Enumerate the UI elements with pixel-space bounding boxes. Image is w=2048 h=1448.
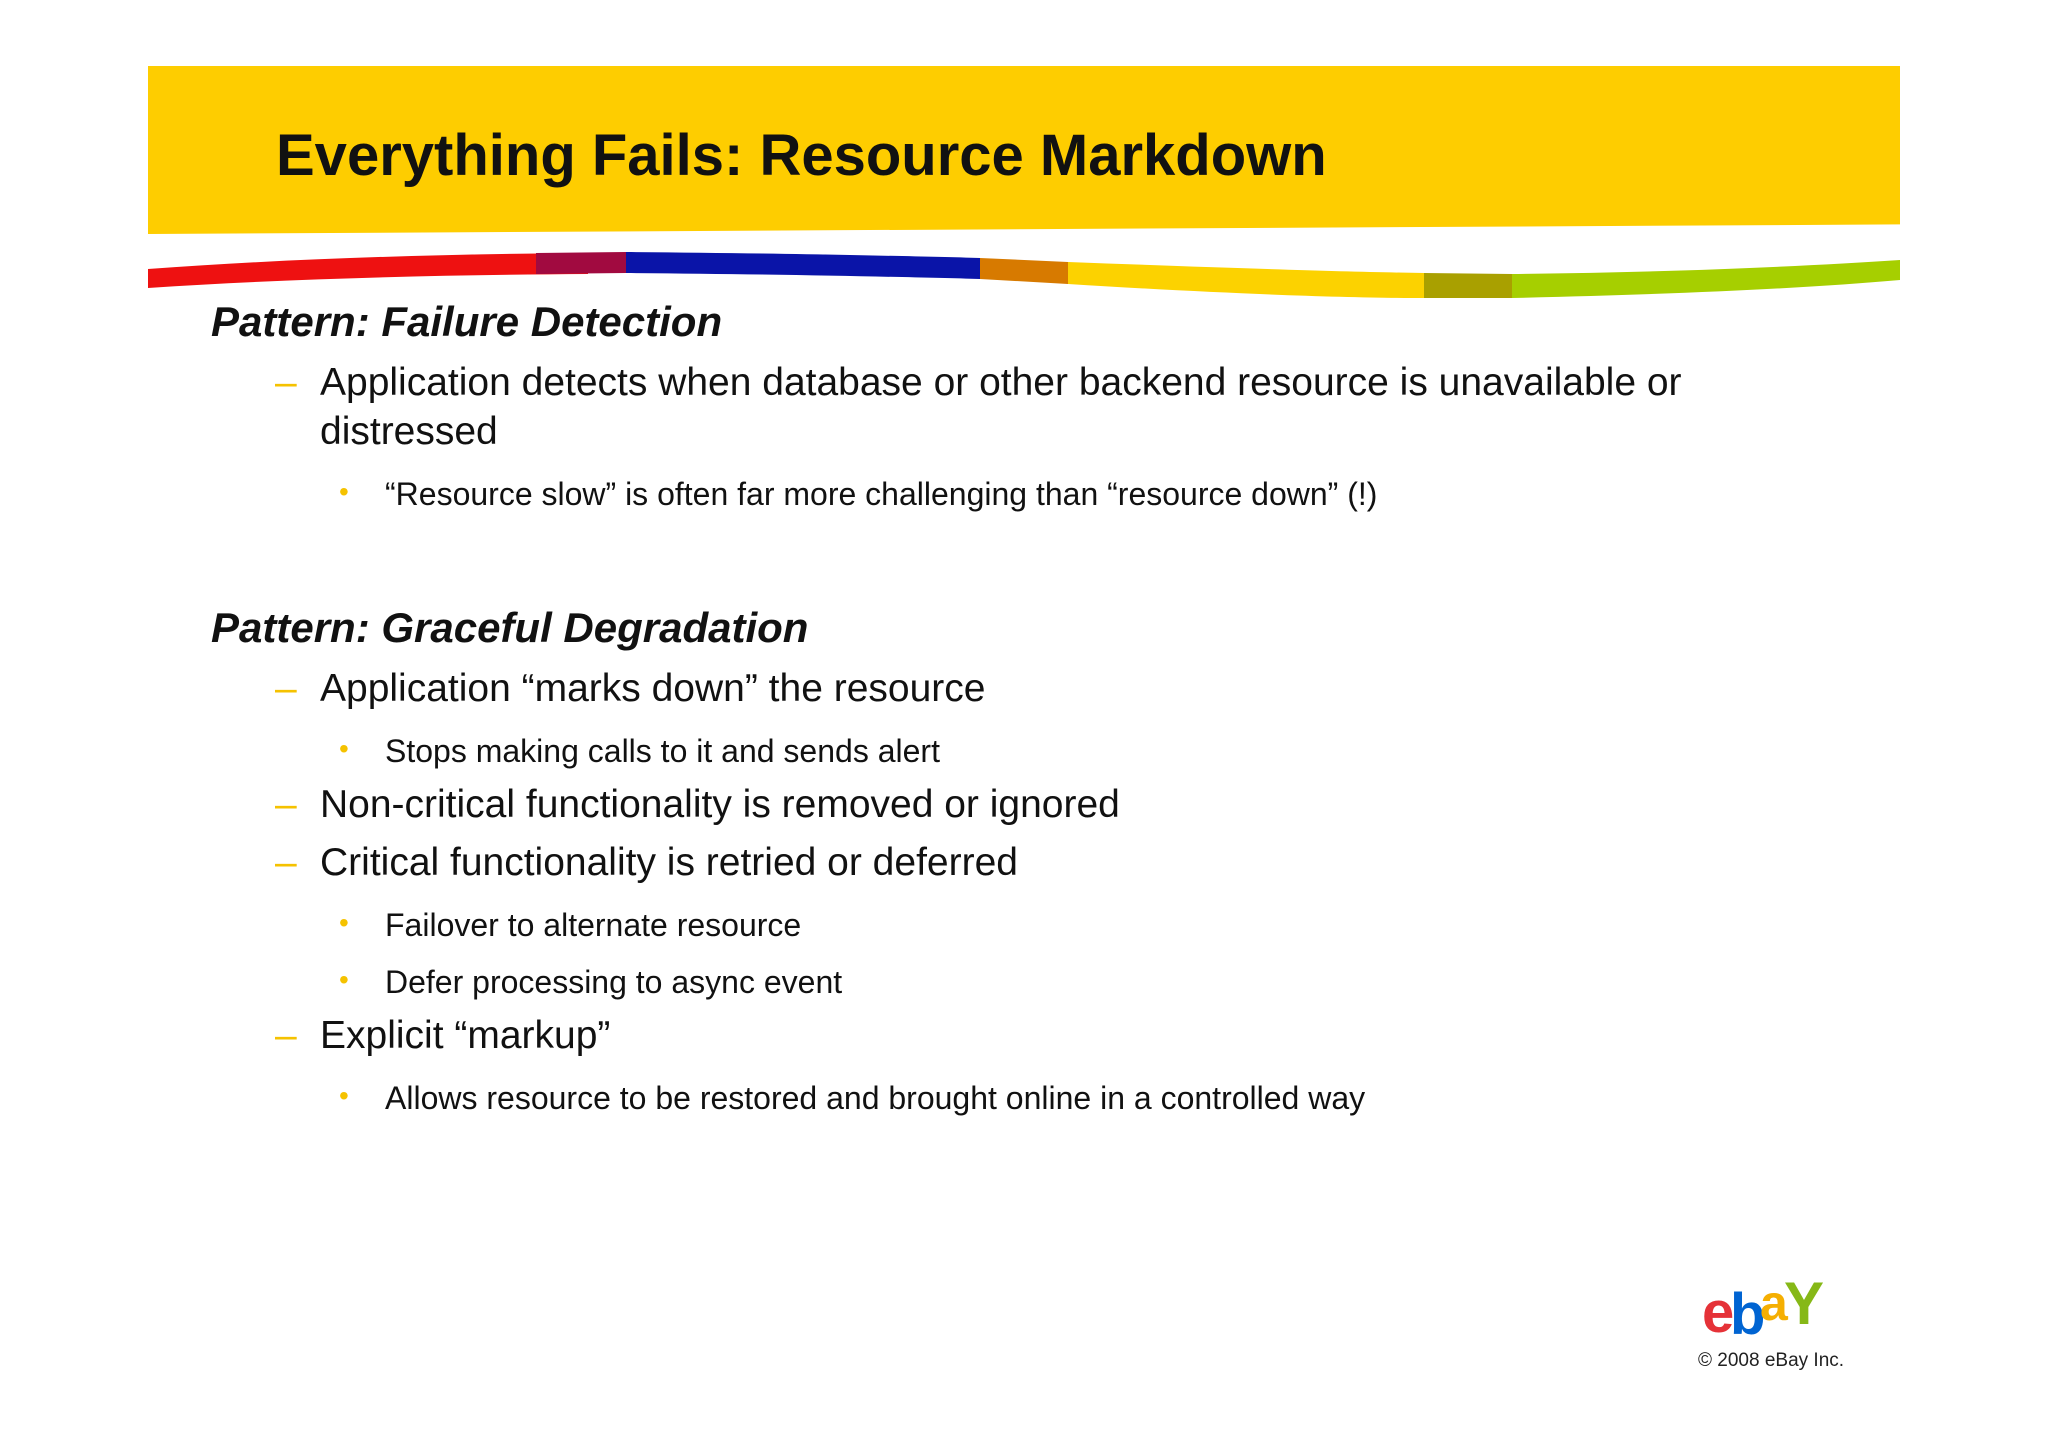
list-item [275, 358, 1740, 456]
bullet-marker: • [339, 964, 349, 995]
sub-list-item-text: “Resource slow” is often far more challenging than “resource down” (!) [385, 476, 1378, 512]
color-stripe [148, 250, 1900, 300]
sub-list-item [339, 476, 1378, 513]
list-item-text: Explicit “markup” [320, 1014, 611, 1057]
dash-marker: – [275, 1014, 297, 1057]
sub-list-item-text: Allows resource to be restored and brought online in a controlled way [385, 1080, 1366, 1116]
svg-text:e: e [1702, 1282, 1729, 1338]
ebay-logo-icon [1700, 1282, 1830, 1338]
slide-title: Everything Fails: Resource Markdown [276, 123, 1327, 188]
sub-list-item [339, 1080, 1366, 1117]
sub-list-item [339, 733, 940, 770]
dash-marker: – [275, 361, 297, 404]
bullet-marker: • [339, 476, 349, 507]
bullet-marker: • [339, 1080, 349, 1111]
list-item [275, 780, 1120, 829]
sub-list-item-text: Stops making calls to it and sends alert [385, 733, 940, 769]
section-heading-graceful-degradation: Pattern: Graceful Degradation [211, 604, 809, 651]
sub-list-item [339, 964, 843, 1001]
list-item [275, 838, 1018, 887]
svg-text:a: a [1760, 1282, 1782, 1331]
sub-list-item [339, 907, 802, 944]
list-item-text: Application “marks down” the resource [320, 667, 986, 710]
list-item [275, 664, 986, 713]
list-item-text: Non-critical functionality is removed or ignored [320, 783, 1120, 826]
copyright-text: © 2008 eBay Inc. [1698, 1350, 1845, 1371]
dash-marker: – [275, 667, 297, 710]
list-item-text: Critical functionality is retried or deferred [320, 841, 1018, 884]
svg-text:b: b [1730, 1282, 1760, 1338]
section-heading-failure-detection: Pattern: Failure Detection [211, 298, 723, 345]
bullet-marker: • [339, 733, 349, 764]
sub-list-item-text: Defer processing to async event [385, 964, 843, 1000]
list-item-text: Application detects when database or other backend resource is unavailable or distressed [320, 361, 1682, 453]
sub-list-item-text: Failover to alternate resource [385, 907, 802, 943]
svg-text:Y: Y [1784, 1282, 1825, 1337]
dash-marker: – [275, 841, 297, 884]
list-item [275, 1011, 611, 1060]
dash-marker: – [275, 783, 297, 826]
bullet-marker: • [339, 907, 349, 938]
